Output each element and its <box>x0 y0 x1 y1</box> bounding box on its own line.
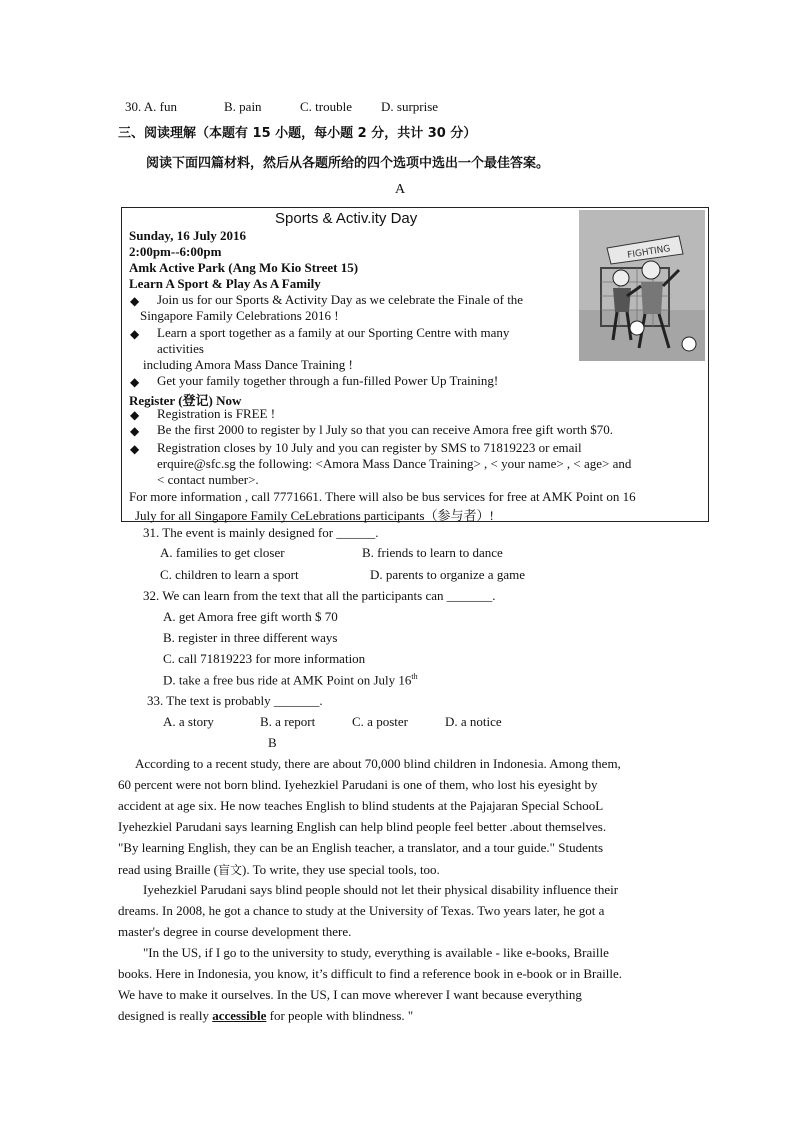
q31-option-a: A. families to get closer <box>160 545 285 560</box>
passage-b-label: B <box>268 735 277 750</box>
ad-bullet-2-line-3: including Amora Mass Dance Training ! <box>143 357 353 372</box>
q33-option-b: B. a report <box>260 714 316 729</box>
ad-place: Amk Active Park (Ang Mo Kio Street 15) <box>129 260 359 275</box>
q33-option-a: A. a story <box>163 714 214 729</box>
ad-more-info-line-2: July for all Singapore Family CeLebrations participants（参与者）! <box>135 508 494 523</box>
ad-bullet-3: Get your family together through a fun-filled Power Up Training! <box>157 373 499 388</box>
ad-date: Sunday, 16 July 2016 <box>129 228 247 243</box>
ad-bullet-1-line-2: Singapore Family Celebrations 2016 ! <box>140 308 339 323</box>
diamond-bullet-icon: ◆ <box>130 424 140 438</box>
diamond-bullet-icon: ◆ <box>130 442 140 456</box>
diamond-bullet-icon: ◆ <box>130 375 140 389</box>
diamond-bullet-icon: ◆ <box>130 327 140 341</box>
q30-option-c: C. trouble <box>300 99 352 114</box>
q31-option-c: C. children to learn a sport <box>160 567 299 582</box>
q31-option-b: B. friends to learn to dance <box>362 545 503 560</box>
passage-b-line: accident at age six. He now teaches English to blind students at the Pajajaran Special SchooL <box>118 798 604 813</box>
q32-option-d-superscript: th <box>411 672 418 681</box>
ad-register-1: Registration is FREE ! <box>157 406 276 421</box>
passage-b-text: ). To write, they use special tools, too. <box>242 862 440 877</box>
q30-option-b: B. pain <box>224 99 262 114</box>
q32-stem: 32. We can learn from the text that all the participants can _______. <box>143 588 496 603</box>
passage-b-text: for people with blindness. " <box>266 1008 414 1023</box>
ad-register-heading: Register (登记) Now <box>129 393 242 408</box>
braille-chinese-term: 盲文 <box>218 863 243 877</box>
passage-b-line: According to a recent study, there are about 70,000 blind children in Indonesia. Among them, <box>135 756 621 771</box>
passage-b-line <box>118 1008 413 1024</box>
ad-time: 2:00pm--6:00pm <box>129 244 222 259</box>
q33-option-d: D. a notice <box>445 714 502 729</box>
q32-option-d-text: D. take a free bus ride at AMK Point on July 16 <box>163 672 412 688</box>
ad-register-3-line-2: erquire@sfc.sg the following: <Amora Mass Dance Training> , < your name> , < age> and <box>157 456 632 471</box>
q33-stem: 33. The text is probably _______. <box>147 693 323 708</box>
section-heading: 三、阅读理解（本题有 15 小题，每小题 2 分，共计 30 分） <box>118 126 477 141</box>
passage-b-text: designed is really <box>118 1008 213 1023</box>
passage-b-line: "By learning English, they can be an English teacher, a translator, and a tour guide." Students <box>118 840 604 855</box>
q32-option-d <box>163 672 418 688</box>
q31-option-d: D. parents to organize a game <box>370 567 525 582</box>
ad-bullet-2-line-1: Learn a sport together as a family at our Sporting Centre with many <box>157 325 510 340</box>
passage-b-text: read using Braille ( <box>118 862 218 877</box>
passage-b-line: Iyehezkiel Parudani says learning English can help blind people feel better .about themselves. <box>118 819 607 834</box>
q32-option-c: C. call 71819223 for more information <box>163 651 366 666</box>
passage-b-line: 60 percent were not born blind. Iyehezkiel Parudani is one of them, who lost his eyesight by <box>118 777 598 792</box>
passage-b-line: Iyehezkiel Parudani says blind people should not let their physical disability influence their <box>143 882 619 897</box>
ad-more-info-line-1: For more information , call 7771661. There will also be bus services for free at AMK Point on 16 <box>129 489 636 504</box>
ad-register-3-line-3: < contact number>. <box>157 472 259 487</box>
passage-b-line: "In the US, if I go to the university to study, everything is available - like e-books, Braille <box>143 945 609 960</box>
q32-option-b: B. register in three different ways <box>163 630 338 645</box>
family-sports-illustration <box>579 210 705 361</box>
diamond-bullet-icon: ◆ <box>130 408 140 422</box>
passage-b-line <box>118 861 440 878</box>
passage-b-line: We have to make it ourselves. In the US, I can move wherever I want because everything <box>118 987 582 1002</box>
q31-stem: 31. The event is mainly designed for ______. <box>143 525 379 540</box>
instruction-text: 阅读下面四篇材料，然后从各题所给的四个选项中选出一个最佳答案。 <box>146 156 550 171</box>
q32-option-a: A. get Amora free gift worth $ 70 <box>163 609 338 624</box>
passage-b-line: dreams. In 2008, he got a chance to study at the University of Texas. Two years later, he got a <box>118 903 605 918</box>
passage-b-line: books. Here in Indonesia, you know, it’s difficult to find a reference book in e-book or in Braille. <box>118 966 622 981</box>
q30-number-option-a: 30. A. fun <box>125 99 177 114</box>
passage-a-label: A <box>395 182 406 197</box>
q30-option-d: D. surprise <box>381 99 439 114</box>
accessible-underlined-word: accessible <box>212 1008 267 1023</box>
diamond-bullet-icon: ◆ <box>130 294 140 308</box>
ad-slogan: Learn A Sport & Play As A Family <box>129 276 321 291</box>
ad-bullet-2-line-2: activities <box>157 341 204 356</box>
q33-option-c: C. a poster <box>352 714 408 729</box>
ad-register-3-line-1: Registration closes by 10 July and you can register by SMS to 71819223 or email <box>157 440 582 455</box>
ad-register-2: Be the first 2000 to register by l July so that you can receive Amora free gift worth $70. <box>157 422 613 437</box>
passage-b-line: master's degree in course development there. <box>118 924 352 939</box>
ad-title: Sports & Activ.ity Day <box>275 210 418 227</box>
ad-bullet-1-line-1: Join us for our Sports & Activity Day as we celebrate the Finale of the <box>157 292 524 307</box>
banner-text: FIGHTING <box>626 244 672 261</box>
